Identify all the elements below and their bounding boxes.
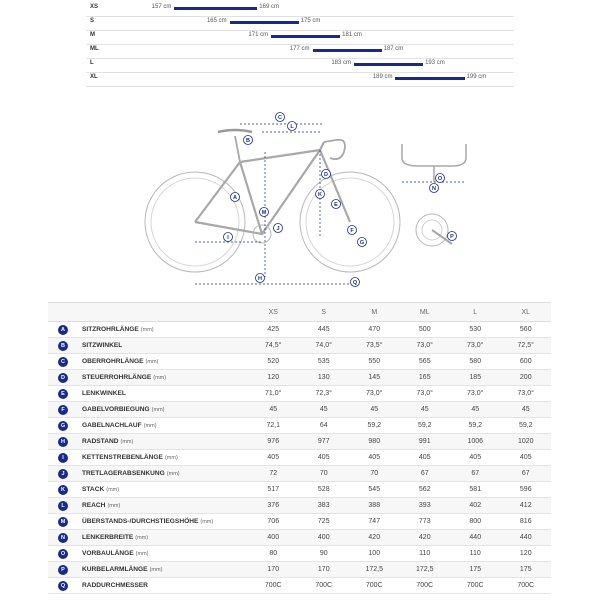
size-range-bar (395, 77, 464, 80)
size-min-height: 177 cm (289, 46, 310, 52)
row-badge: L (58, 501, 68, 511)
diagram-badge-letter: E (334, 202, 338, 208)
row-unit: (mm) (106, 487, 120, 493)
table-cell: 402 (450, 498, 501, 514)
row-label: STEUERROHRLÄNGE (82, 374, 152, 381)
row-label-cell (78, 338, 248, 354)
row-label-cell (78, 322, 248, 338)
table-cell: 405 (248, 450, 299, 466)
table-cell: 581 (450, 482, 501, 498)
table-cell: 800 (450, 514, 501, 530)
table-cell: 165 (400, 370, 451, 386)
table-cell: 725 (299, 514, 350, 530)
table-cell: 405 (349, 450, 400, 466)
size-range-bar (354, 63, 423, 66)
table-cell: 72,5° (501, 338, 552, 354)
diagram-badge-letter: B (246, 138, 250, 144)
size-max-height: 187 cm (383, 46, 404, 52)
table-cell: 405 (400, 450, 451, 466)
row-unit: (mm) (166, 471, 180, 477)
size-max-height: 175 cm (300, 18, 321, 24)
table-cell: 145 (349, 370, 400, 386)
table-cell: 425 (248, 322, 299, 338)
row-badge: E (58, 389, 68, 399)
table-cell: 383 (299, 498, 350, 514)
geometry-table (48, 302, 551, 594)
row-label: KETTENSTREBENLÄNGE (82, 454, 163, 461)
row-label-cell (78, 466, 248, 482)
table-cell: 977 (299, 434, 350, 450)
table-cell: 393 (400, 498, 451, 514)
row-badge: I (58, 453, 68, 463)
table-cell: 172,5 (349, 562, 400, 578)
table-cell: 72,1 (248, 418, 299, 434)
row-label-cell (78, 562, 248, 578)
table-cell: 80 (248, 546, 299, 562)
table-cell: 73,0° (400, 386, 451, 402)
size-range-row (86, 58, 514, 73)
row-badge: Q (58, 581, 68, 591)
row-unit: (mm) (164, 455, 178, 461)
table-cell: 72,3° (299, 386, 350, 402)
table-cell: 1020 (501, 434, 552, 450)
table-cell: 991 (400, 434, 451, 450)
row-badge: F (58, 405, 68, 415)
bike-geometry-diagram (140, 112, 480, 292)
table-cell: 90 (299, 546, 350, 562)
bike-frame (195, 142, 350, 234)
table-cell: 440 (450, 530, 501, 546)
diagram-badge-letter: Q (352, 280, 358, 286)
row-label: GABELVORBIEGUNG (82, 406, 150, 413)
table-cell: 816 (501, 514, 552, 530)
diagram-badge-letter: O (437, 176, 443, 182)
table-row (48, 466, 551, 482)
table-cell: 470 (349, 322, 400, 338)
row-label-cell (78, 354, 248, 370)
row-unit: (mm) (151, 407, 165, 413)
table-cell: 130 (299, 370, 350, 386)
col-header: XS (248, 303, 299, 322)
table-cell: 440 (501, 530, 552, 546)
table-cell: 70 (299, 466, 350, 482)
row-badge: D (58, 373, 68, 383)
size-min-height: 165 cm (206, 18, 227, 24)
row-label-cell (78, 514, 248, 530)
row-label: GABELNACHLAUF (82, 422, 142, 429)
row-label: LENKWINKEL (82, 390, 126, 397)
row-label-cell (78, 498, 248, 514)
table-cell: 73,0° (450, 338, 501, 354)
table-cell: 73,0° (349, 386, 400, 402)
table-cell: 170 (299, 562, 350, 578)
diagram-badge-letter: I (227, 235, 229, 241)
size-range-row (86, 30, 514, 45)
table-cell: 73,0° (501, 386, 552, 402)
table-cell: 700C (299, 578, 350, 594)
row-label-cell (78, 530, 248, 546)
row-label: RADDURCHMESSER (82, 582, 148, 589)
table-cell: 73,5° (349, 338, 400, 354)
table-cell: 560 (501, 322, 552, 338)
row-label-cell (78, 434, 248, 450)
table-cell: 706 (248, 514, 299, 530)
table-cell: 400 (299, 530, 350, 546)
row-unit: (mm) (107, 503, 121, 509)
table-cell: 45 (400, 402, 451, 418)
table-cell: 200 (501, 370, 552, 386)
handlebar-top-view (402, 144, 466, 166)
table-cell: 400 (248, 530, 299, 546)
row-label-cell (78, 418, 248, 434)
table-row (48, 434, 551, 450)
table-cell: 100 (349, 546, 400, 562)
table-cell: 976 (248, 434, 299, 450)
table-cell: 580 (450, 354, 501, 370)
table-cell: 550 (349, 354, 400, 370)
size-range-bar (271, 35, 340, 38)
size-range-bar (313, 49, 382, 52)
row-badge: K (58, 485, 68, 495)
row-unit: (mm) (135, 535, 149, 541)
diagram-badge-letter: F (350, 228, 354, 234)
size-label: XS (90, 4, 99, 10)
row-label: REACH (82, 502, 106, 509)
row-badge: P (58, 565, 68, 575)
table-cell: 67 (450, 466, 501, 482)
col-header: ML (400, 303, 451, 322)
size-min-height: 157 cm (151, 4, 172, 10)
size-range-row (86, 44, 514, 59)
row-label-cell (78, 450, 248, 466)
table-cell: 600 (501, 354, 552, 370)
seatpost (235, 136, 240, 162)
table-row (48, 546, 551, 562)
size-range-row (86, 16, 514, 31)
table-cell: 72 (248, 466, 299, 482)
table-cell: 535 (299, 354, 350, 370)
table-row (48, 530, 551, 546)
table-cell: 73,0° (400, 338, 451, 354)
row-unit: (mm) (145, 359, 159, 365)
row-label: SITZWINKEL (82, 342, 123, 349)
size-label: S (90, 18, 95, 24)
table-cell: 445 (299, 322, 350, 338)
row-label: STACK (82, 486, 105, 493)
size-min-height: 183 cm (331, 60, 351, 66)
row-label: KURBELARMLÄNGE (82, 566, 148, 573)
table-cell: 59,2 (349, 418, 400, 434)
diagram-badge-letter: J (276, 226, 280, 232)
col-header: XL (501, 303, 552, 322)
table-row (48, 498, 551, 514)
table-row (48, 418, 551, 434)
table-cell: 1006 (450, 434, 501, 450)
table-cell: 700C (501, 578, 552, 594)
row-badge: M (58, 517, 68, 527)
row-unit: (mm) (140, 327, 154, 333)
table-cell: 172,5 (400, 562, 451, 578)
table-cell: 45 (501, 402, 552, 418)
row-badge: A (58, 325, 68, 335)
table-cell: 120 (501, 546, 552, 562)
table-row (48, 514, 551, 530)
table-cell: 120 (248, 370, 299, 386)
table-cell: 71,0° (248, 386, 299, 402)
table-cell: 175 (450, 562, 501, 578)
row-label: VORBAULÄNGE (82, 550, 134, 557)
row-label-cell (78, 386, 248, 402)
table-cell: 545 (349, 482, 400, 498)
col-header: M (349, 303, 400, 322)
table-row (48, 386, 551, 402)
row-label-cell (78, 402, 248, 418)
size-max-height: 193 cm (425, 60, 445, 66)
row-badge: G (58, 421, 68, 431)
table-header-row (48, 303, 551, 322)
table-cell: 500 (400, 322, 451, 338)
table-cell: 980 (349, 434, 400, 450)
row-label: OBERROHRLÄNGE (82, 358, 144, 365)
row-unit: (mm) (153, 375, 167, 381)
saddle (218, 130, 252, 132)
table-cell: 59,2 (501, 418, 552, 434)
table-row (48, 370, 551, 386)
table-cell: 70 (349, 466, 400, 482)
table-cell: 562 (400, 482, 451, 498)
table-cell: 64 (299, 418, 350, 434)
table-row (48, 354, 551, 370)
table-cell: 520 (248, 354, 299, 370)
table-cell: 700C (349, 578, 400, 594)
table-row (48, 402, 551, 418)
row-label: RADSTAND (82, 438, 119, 445)
table-cell: 45 (299, 402, 350, 418)
table-cell: 405 (450, 450, 501, 466)
size-range-bar (230, 21, 299, 24)
table-cell: 700C (400, 578, 451, 594)
diagram-badge-letter: A (233, 195, 237, 201)
table-row (48, 562, 551, 578)
size-range-chart (86, 2, 514, 86)
size-label: ML (90, 46, 99, 52)
table-cell: 67 (400, 466, 451, 482)
stem (324, 140, 336, 142)
row-badge: B (58, 341, 68, 351)
row-label: LENKERBREITE (82, 534, 134, 541)
table-cell: 175 (501, 562, 552, 578)
size-min-height: 171 cm (248, 32, 269, 38)
diagram-badge-letter: N (432, 186, 436, 192)
table-cell: 596 (501, 482, 552, 498)
table-cell: 517 (248, 482, 299, 498)
table-row (48, 450, 551, 466)
row-label-cell (78, 482, 248, 498)
size-label: XL (90, 74, 98, 80)
table-cell: 59,2 (450, 418, 501, 434)
row-unit: (mm) (120, 439, 134, 445)
diagram-badge-letter: P (450, 234, 454, 240)
table-cell: 528 (299, 482, 350, 498)
size-max-height: 181 cm (342, 32, 362, 38)
table-cell: 376 (248, 498, 299, 514)
table-cell: 170 (248, 562, 299, 578)
table-cell: 74,5° (248, 338, 299, 354)
row-unit: (mm) (143, 423, 157, 429)
size-min-height: 189 cm (372, 74, 393, 80)
table-cell: 185 (450, 370, 501, 386)
row-unit: (mm) (149, 567, 163, 573)
table-cell: 405 (299, 450, 350, 466)
table-cell: 45 (450, 402, 501, 418)
table-cell: 110 (450, 546, 501, 562)
col-header: S (299, 303, 350, 322)
handlebar-drop (330, 140, 345, 159)
col-header: L (450, 303, 501, 322)
table-cell: 700C (248, 578, 299, 594)
row-unit: (mm) (135, 551, 149, 557)
size-range-row (86, 2, 514, 17)
diagram-badge-letter: K (318, 192, 322, 198)
table-cell: 530 (450, 322, 501, 338)
table-cell: 110 (400, 546, 451, 562)
diagram-badge-letter: C (278, 115, 282, 121)
row-unit: (mm) (200, 519, 214, 525)
table-row (48, 322, 551, 338)
size-label: M (90, 32, 95, 38)
row-label-cell (78, 370, 248, 386)
table-cell: 45 (349, 402, 400, 418)
table-cell: 388 (349, 498, 400, 514)
table-cell: 67 (501, 466, 552, 482)
table-cell: 412 (501, 498, 552, 514)
table-cell: 405 (501, 450, 552, 466)
table-cell: 773 (400, 514, 451, 530)
row-badge: O (58, 549, 68, 559)
table-row (48, 482, 551, 498)
size-label: L (90, 60, 94, 66)
table-cell: 45 (248, 402, 299, 418)
size-max-height: 199 cm (466, 74, 487, 80)
table-row (48, 578, 551, 594)
row-label: TRETLAGERABSENKUNG (82, 470, 165, 477)
table-cell: 59,2 (400, 418, 451, 434)
table-cell: 420 (400, 530, 451, 546)
size-range-bar (174, 7, 257, 10)
table-cell: 565 (400, 354, 451, 370)
row-label: ÜBERSTANDS-/DURCHSTIEGSHÖHE (82, 518, 199, 525)
row-label: SITZROHRLÄNGE (82, 326, 139, 333)
table-cell: 747 (349, 514, 400, 530)
diagram-badge-letter: H (258, 276, 262, 282)
table-cell: 420 (349, 530, 400, 546)
table-cell: 700C (450, 578, 501, 594)
diagram-badge-letter: D (324, 172, 328, 178)
row-badge: N (58, 533, 68, 543)
table-row (48, 338, 551, 354)
table-cell: 73,0° (450, 386, 501, 402)
row-label-cell (78, 578, 248, 594)
table-cell: 74,0° (299, 338, 350, 354)
row-badge: H (58, 437, 68, 447)
row-label-cell (78, 546, 248, 562)
size-range-row (86, 72, 514, 87)
diagram-badge-letter: M (261, 210, 267, 216)
size-max-height: 169 cm (259, 4, 279, 10)
diagram-badge-letter: L (290, 124, 294, 130)
diagram-badge-letter: G (359, 240, 365, 246)
row-badge: J (58, 469, 68, 479)
row-badge: C (58, 357, 68, 367)
